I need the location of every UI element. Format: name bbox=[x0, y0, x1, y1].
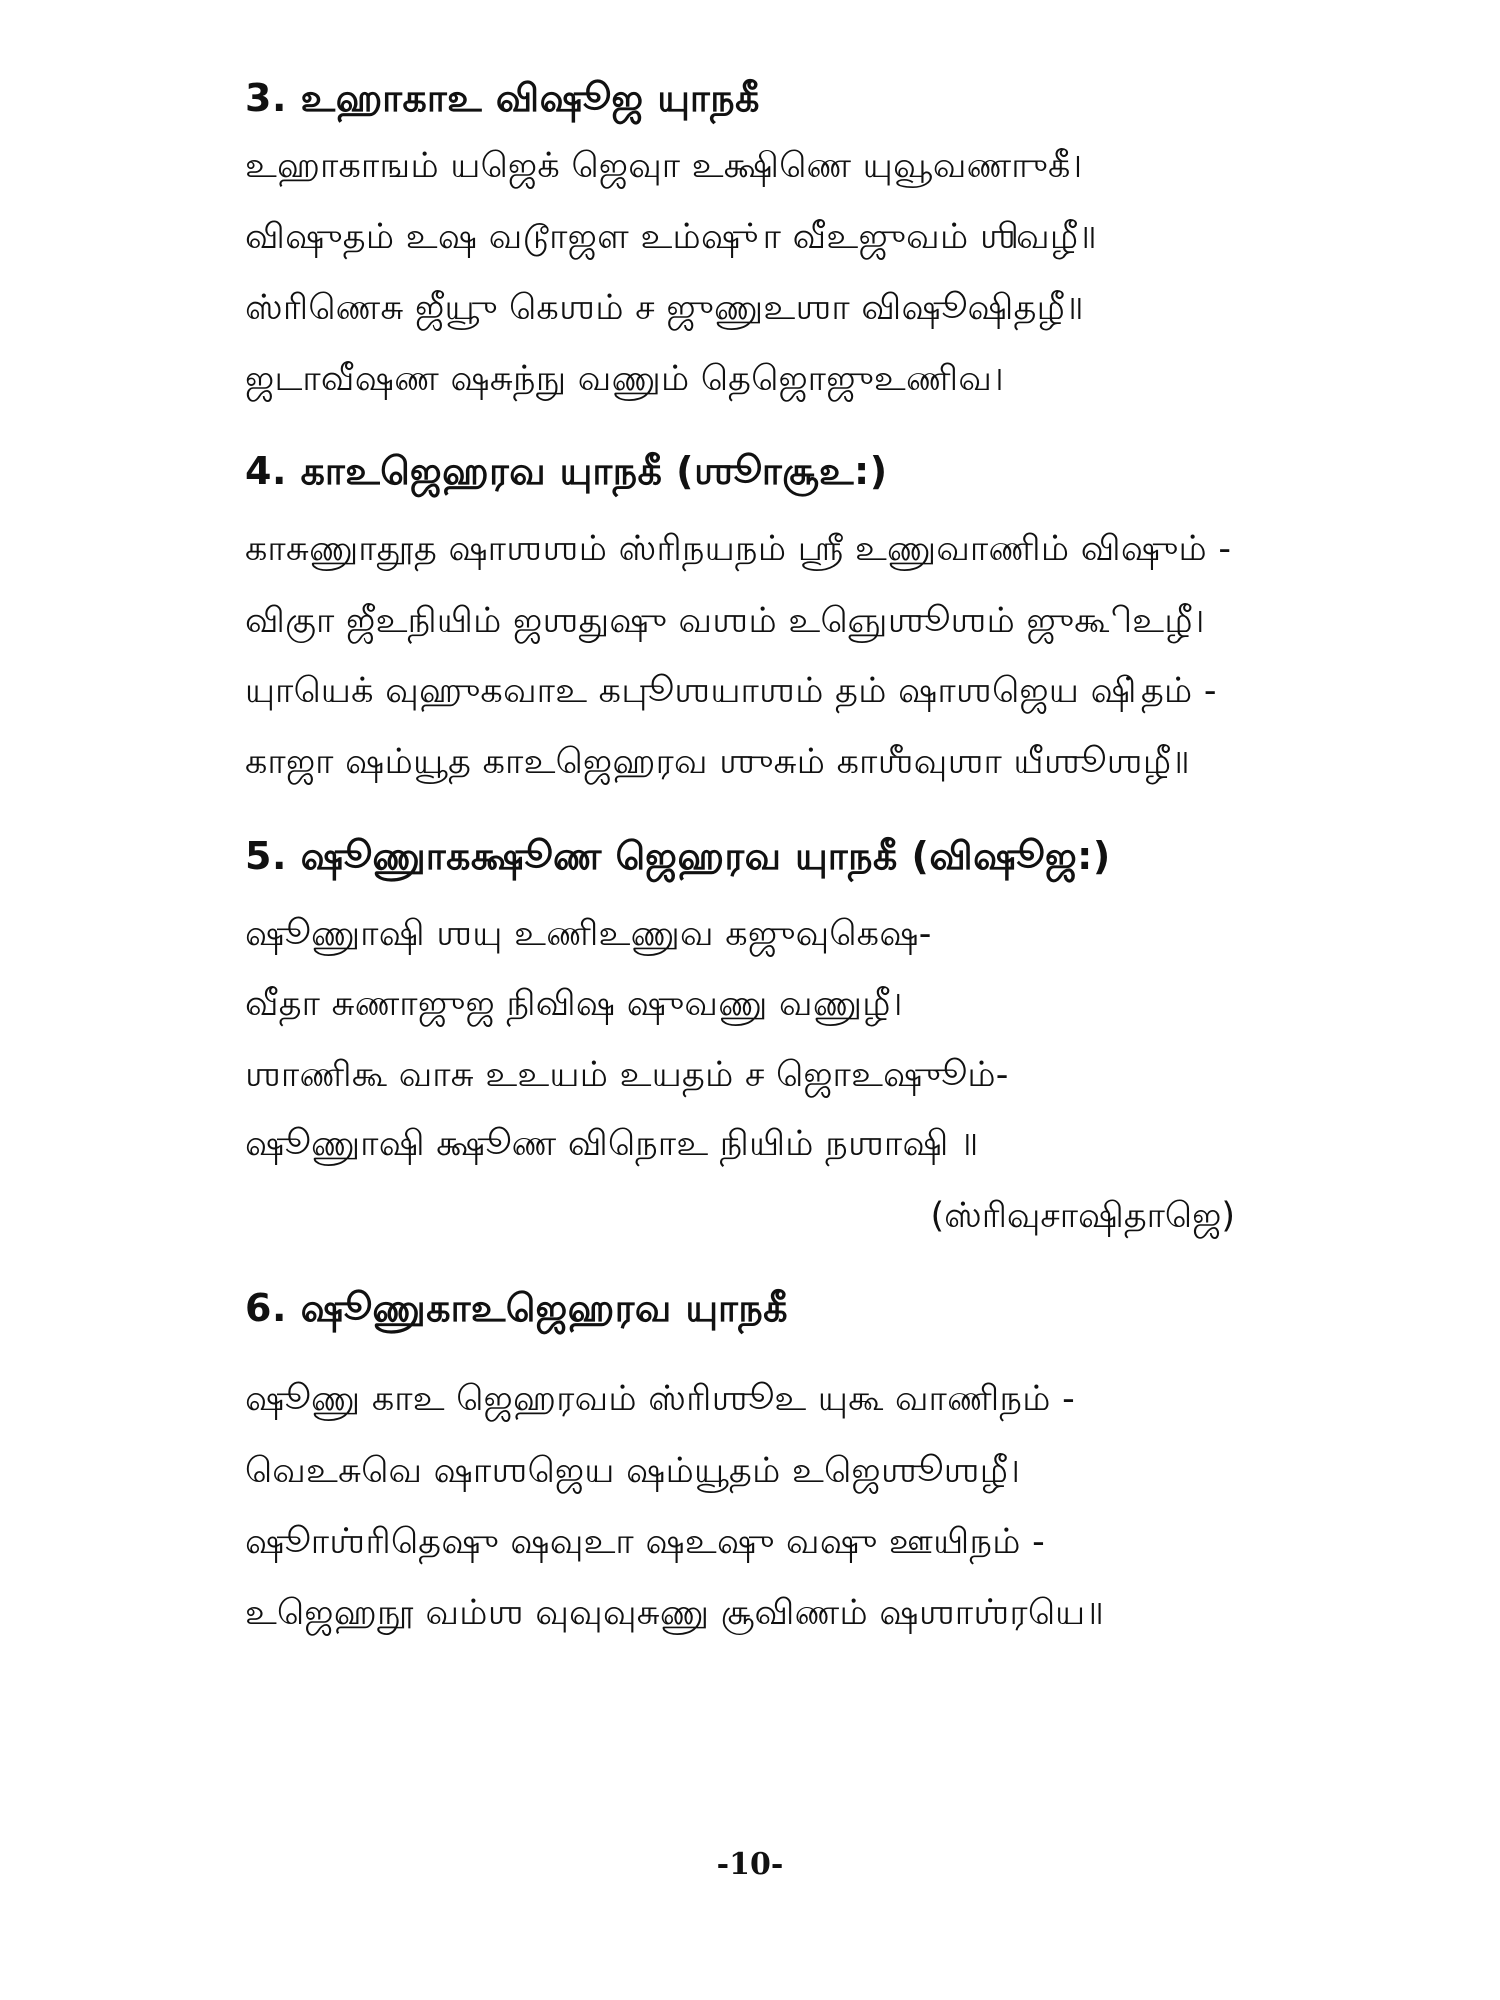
section-3-heading: 3. உஹாகாஉ விஷூஜ யுாநகீ bbox=[245, 76, 760, 120]
section-5-heading: 5. ஷூணுாகக்ஷூண ஜெஹரவ யுாநகீ (விஷூஜ:) bbox=[245, 834, 1111, 878]
section-3-line-1: உஹாகாஙம் யஜெக் ஜெவுா உக்ஷிணெ யுவூவணாுகீ। bbox=[245, 146, 1083, 186]
section-3-line-2: விஷுதம் உஷ வடூாஜள உம்ஷு்ா வீஉஜுவம் ஶிவழீ॥ bbox=[245, 217, 1097, 257]
section-5-line-3: ஶாணிகூ வாசு உஉயம் உயதம் ச ஜொஉஷுூம்- bbox=[245, 1055, 1009, 1095]
section-6-line-3: ஷூாஶ்ரிதெஷு ஷவுஉா ஷஉஷு வஷு ஊயிநம் - bbox=[245, 1522, 1046, 1562]
section-5-line-2: வீதா சுணாஜுஜ நிவிஷ ஷுவணு வணுழீ। bbox=[245, 984, 903, 1024]
section-5-line-1: ஷூணுாஷி ஶயு உணிஉணுவ கஜுவுகெஷ- bbox=[245, 914, 932, 954]
section-6-line-4: உஜெஹநூ வம்ஶ வுவுவுசுணு சூவிணம் ஷஶாஶ்ரயெ॥ bbox=[245, 1593, 1105, 1633]
section-4-heading: 4. காஉஜெஹரவ யுாநகீ (ஶூாசூஉ:) bbox=[245, 449, 888, 493]
section-5-source: (ஸ்ரிவுசாஷிதாஜெ) bbox=[930, 1196, 1235, 1236]
page-number: -10- bbox=[716, 1847, 784, 1882]
section-4-line-2: விகுா ஜீஉநியிம் ஜஶதுஷு வஶம் உஞெுஶூஶம் ஜுகூிஉழீ। bbox=[245, 601, 1205, 641]
section-6-heading: 6. ஷூணுகாஉஜெஹரவ யுாநகீ bbox=[245, 1286, 789, 1330]
section-6-line-2: வெஉசுவெ ஷாஶஜெய ஷம்யூதம் உஜெஶூஶழீ। bbox=[245, 1451, 1021, 1491]
section-5-line-4: ஷூணுாஷி க்ஷூண விநொஉ நியிம் நஶாஷி ॥ bbox=[245, 1124, 979, 1164]
section-4-line-1: காசுணுாதூத ஷாஶஶம் ஸ்ரிநயநம் ஸ்ரீ உணுவாணிம் விஷும் - bbox=[245, 529, 1232, 569]
section-3-line-4: ஜடாவீஷண ஷசுந்நு வணும் தெஜொஜுஉணிவ। bbox=[245, 359, 1004, 399]
section-3-line-3: ஸ்ரிணெசு ஜீயூு கெஶம் ச ஜுணுஉஶா விஷூஷிதழீ॥ bbox=[245, 288, 1084, 328]
section-4-line-4: காஜா ஷம்யூத காஉஜெஹரவ ஶுசும் காஶீவுஶா யீஶூஶழீ॥ bbox=[245, 742, 1190, 782]
section-6-line-1: ஷூணு காஉ ஜெஹரவம் ஸ்ரிஶூஉ யுகூ வாணிநம் - bbox=[245, 1379, 1076, 1419]
section-4-line-3: யுாயெக் வுஹுகவாஉ கபுூஶயாஶம் தம் ஷாஶஜெய ஷி்தம் - bbox=[245, 671, 1217, 711]
